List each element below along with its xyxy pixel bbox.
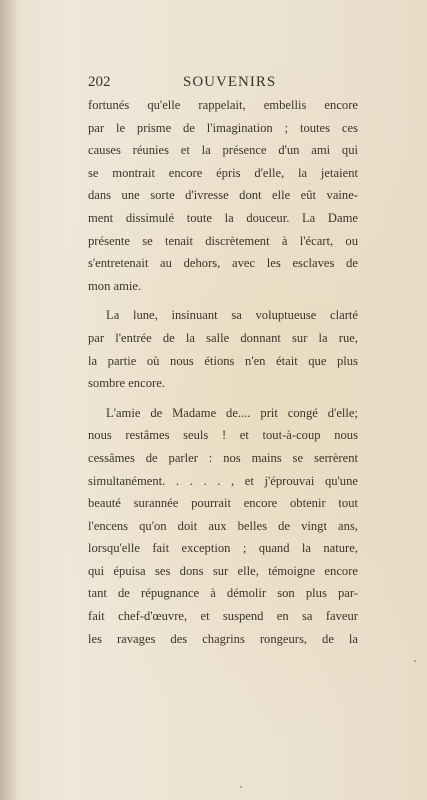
binding-shadow	[0, 0, 18, 800]
text-line: causes réunies et la présence d'un ami qui	[88, 143, 358, 158]
text-line: les ravages des chagrins rongeurs, de la	[88, 631, 358, 646]
text-line: sombre encore.	[88, 376, 165, 391]
paragraph-1	[88, 94, 358, 297]
text-line: la partie où nous étions n'en était que plus	[88, 353, 358, 368]
paper-speck	[240, 786, 242, 788]
text-line: présente se tenait discrètement à l'écart, ou	[88, 233, 358, 248]
text-line: cessâmes de parler : nos mains se serrèrent	[88, 450, 358, 465]
text-line: L'amie de Madame de.... prit congé d'elle;	[106, 405, 358, 420]
text-line: fait chef-d'œuvre, et suspend en sa faveur	[88, 609, 358, 624]
text-line: nous restâmes seuls ! et tout-à-coup nous	[88, 428, 358, 443]
text-line: se montrait encore épris d'elle, la jetaient	[88, 165, 358, 180]
body-text	[88, 94, 358, 657]
text-line: par l'entrée de la salle donnant sur la rue,	[88, 330, 358, 345]
text-line: tant de répugnance à démolir son plus par-	[88, 586, 358, 601]
text-line: La lune, insinuant sa voluptueuse clarté	[106, 308, 358, 323]
page-number: 202	[88, 74, 111, 90]
text-line: beauté surannée pourrait encore obtenir tout	[88, 496, 358, 511]
text-line: par le prisme de l'imagination ; toutes ces	[88, 120, 358, 135]
running-title: SOUVENIRS	[183, 74, 277, 90]
text-line: dans une sorte d'ivresse dont elle eût vaine-	[88, 188, 358, 203]
text-line: l'encens qu'on doit aux belles de vingt ans,	[88, 518, 358, 533]
text-line: qui épuisa ses dons sur elle, témoigne encore	[88, 563, 358, 578]
text-line: ment dissimulé toute la douceur. La Dame	[88, 210, 358, 225]
text-line: mon amie.	[88, 278, 142, 293]
text-line: fortunés qu'elle rappelait, embellis encore	[88, 98, 358, 112]
text-line: lorsqu'elle fait exception ; quand la nature,	[88, 541, 358, 556]
paragraph-2	[88, 304, 358, 394]
paragraph-3	[88, 402, 358, 651]
running-head	[88, 74, 358, 94]
paper-speck	[414, 660, 416, 662]
text-line: s'entretenait au dehors, avec les esclaves de	[88, 256, 358, 271]
text-line: simultanément. . . . . , et j'éprouvai qu'une	[88, 473, 358, 488]
